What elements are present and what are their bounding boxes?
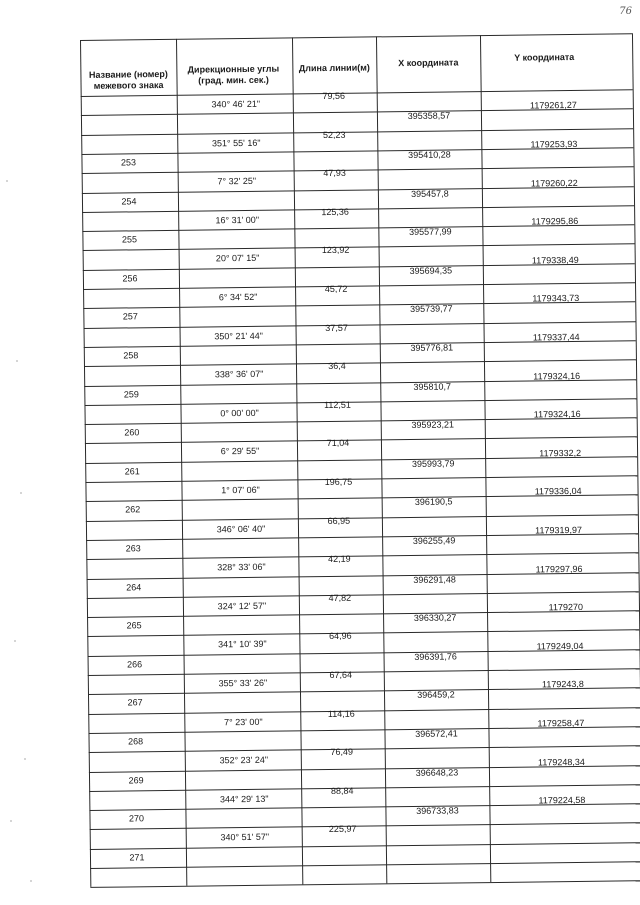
segment-angle: 340° 51' 57"	[220, 832, 270, 843]
segment-angle: 350° 21' 44"	[214, 330, 263, 341]
point-name: 261	[124, 465, 140, 477]
header-y: Y координата	[514, 51, 575, 63]
point-y: 1179336,04	[534, 486, 582, 497]
scan-speck	[30, 880, 32, 882]
table-row-line	[90, 880, 640, 888]
segment-angle: 355° 33' 26"	[218, 677, 268, 689]
point-name: 257	[122, 311, 138, 322]
point-y: 1179324,16	[533, 409, 581, 420]
point-y: 1179224,58	[538, 794, 586, 806]
point-y: 1179249,04	[536, 640, 584, 652]
point-y: 1179243,8	[541, 679, 584, 690]
segment-angle: 7° 23' 00"	[223, 716, 263, 727]
header-length: Длина линии(м)	[298, 62, 370, 74]
header-x: X координата	[398, 57, 459, 69]
segment-length: 71,04	[326, 438, 350, 449]
segment-angle: 324° 12' 57"	[217, 600, 267, 612]
point-y: 1179324,16	[533, 370, 581, 381]
scan-speck	[20, 492, 22, 494]
segment-angle: 341° 10' 39"	[218, 639, 267, 650]
segment-angle: 344° 29' 13"	[219, 793, 269, 805]
segment-angle: 338° 36' 07"	[214, 368, 264, 380]
segment-angle: 6° 34' 52"	[218, 291, 258, 303]
point-name: 256	[122, 273, 138, 284]
scan-speck	[24, 758, 26, 760]
segment-length: 64,96	[328, 631, 352, 642]
segment-length: 76,49	[330, 746, 354, 758]
header-name: Название (номер) межевого знака	[88, 68, 168, 91]
segment-length: 112,51	[323, 399, 351, 410]
segment-length: 67,64	[329, 669, 353, 680]
segment-length: 114,16	[327, 708, 355, 719]
segment-angle: 0° 00' 00"	[220, 407, 259, 419]
segment-angle: 346° 06' 40"	[216, 523, 266, 534]
segment-angle: 7° 32' 25"	[217, 176, 257, 187]
segment-length: 88,84	[330, 785, 354, 796]
point-name: 262	[125, 504, 141, 515]
point-x: 396255,49	[412, 535, 456, 546]
point-x: 396648,23	[415, 766, 459, 778]
point-x: 396190,5	[414, 496, 453, 508]
point-y: 1179337,44	[532, 331, 580, 343]
point-name: 258	[123, 350, 139, 361]
segment-length: 225,97	[328, 824, 357, 835]
segment-length: 47,93	[323, 167, 346, 179]
table-row-line	[90, 842, 640, 850]
point-y: 1179258,47	[537, 717, 585, 729]
point-name: 264	[126, 581, 142, 592]
point-x: 396733,83	[416, 805, 459, 817]
segment-angle: 328° 33' 06"	[217, 561, 266, 573]
segment-angle: 340° 46' 21"	[211, 98, 261, 110]
table-row-line	[80, 33, 632, 41]
point-name: 267	[127, 697, 143, 708]
segment-length: 79,56	[322, 90, 346, 102]
point-x: 396291,48	[413, 573, 456, 585]
segment-angle: 20° 07' 15"	[215, 253, 260, 264]
point-name: 260	[124, 427, 140, 438]
point-x: 395577,99	[409, 226, 452, 238]
point-name: 254	[121, 195, 137, 207]
segment-length: 123,92	[321, 245, 350, 256]
point-x: 395993,79	[411, 458, 455, 469]
segment-length: 196,75	[324, 476, 353, 488]
point-name: 263	[125, 543, 141, 554]
point-x: 395694,35	[409, 265, 453, 276]
scan-speck	[14, 640, 16, 642]
segment-length: 125,36	[321, 206, 349, 217]
point-name: 266	[127, 658, 143, 670]
point-x: 396330,27	[413, 612, 457, 624]
point-y: 1179319,97	[535, 524, 583, 536]
point-name: 268	[127, 736, 144, 747]
scan-speck	[6, 180, 8, 182]
point-x: 395358,57	[407, 110, 451, 122]
point-x: 395410,28	[408, 149, 451, 160]
segment-angle: 351° 55' 16"	[211, 137, 261, 148]
point-y: 1179338,49	[531, 254, 579, 266]
point-y: 1179248,34	[537, 756, 585, 767]
point-name: 271	[129, 851, 145, 863]
point-x: 395810,7	[413, 380, 452, 392]
point-x: 396572,41	[415, 728, 458, 739]
scan-speck	[16, 360, 18, 362]
point-name: 259	[123, 388, 139, 399]
table-row-line	[90, 861, 640, 869]
point-name: 265	[126, 620, 142, 631]
segment-length: 47,82	[328, 592, 352, 603]
point-name: 253	[120, 157, 137, 168]
header-angle: Дирекционные углы (град. мин. сек.)	[187, 63, 280, 86]
point-name: 269	[128, 774, 144, 785]
point-y: 1179297,96	[535, 563, 583, 574]
point-name: 255	[121, 234, 138, 245]
scan-speck	[10, 820, 12, 822]
segment-length: 36,4	[328, 360, 346, 372]
point-y: 1179332,2	[539, 447, 582, 459]
segment-angle: 6° 29' 55"	[220, 446, 260, 457]
segment-length: 52,23	[322, 129, 346, 140]
point-name	[81, 118, 175, 119]
segment-length: 37,57	[325, 322, 348, 333]
point-y: 1179343,73	[532, 293, 580, 304]
point-x: 396391,76	[414, 651, 457, 662]
segment-angle: 16° 31' 00"	[215, 214, 260, 226]
segment-length: 66,95	[327, 515, 351, 526]
point-x: 395739,77	[409, 303, 453, 315]
point-y: 1179295,86	[531, 216, 579, 227]
segment-length: 45,72	[324, 283, 348, 295]
page-number: 76	[619, 6, 632, 17]
segment-angle: 352° 23' 24"	[219, 754, 269, 766]
point-x: 395457,8	[411, 188, 449, 199]
point-y: 1179253,93	[530, 138, 578, 150]
coordinates-table-sheet	[80, 33, 640, 873]
point-x: 396459,2	[417, 689, 455, 701]
point-y: 1179260,22	[530, 177, 578, 189]
point-y: 1179261,27	[529, 100, 577, 111]
point-x: 395923,21	[411, 419, 455, 431]
coordinates-table	[80, 33, 640, 887]
point-y: 1179270	[548, 601, 584, 613]
point-x: 395776,81	[410, 342, 454, 353]
point-name: 270	[128, 813, 145, 824]
segment-angle: 1° 07' 06"	[221, 484, 260, 496]
segment-length: 42,19	[328, 553, 351, 565]
